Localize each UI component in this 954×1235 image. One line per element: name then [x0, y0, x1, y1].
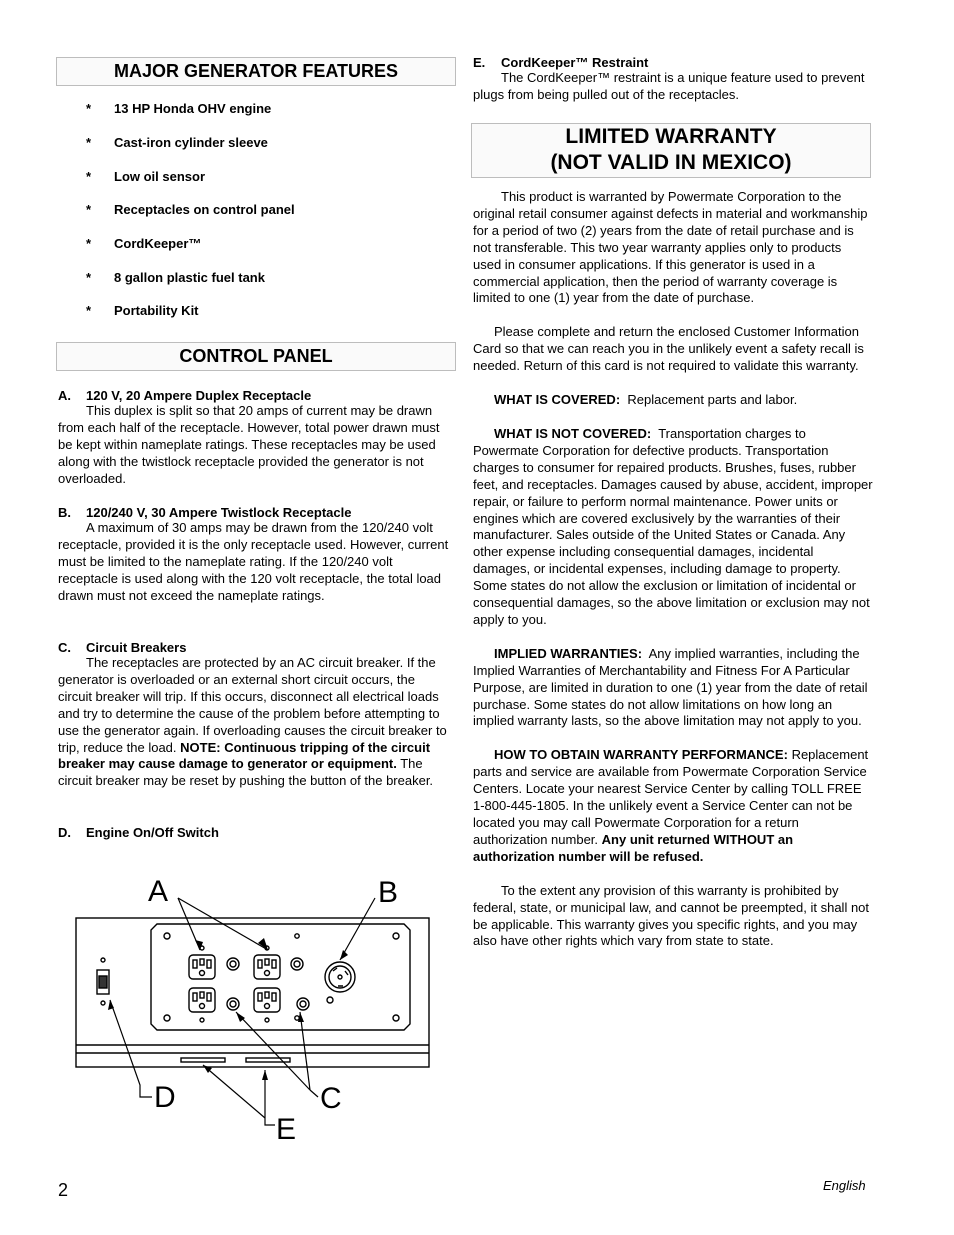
warranty-heading-line-2: (NOT VALID IN MEXICO) [550, 151, 792, 174]
section-c: C. Circuit Breakers The receptacles are protected by an AC circuit breaker. If the generator is overloaded or an external short circuit occurs, the circuit breaker will trip. If this occurs, disconnect all electrical loads and try to determine the cause of the problem before attempting to use the generator again. If overloading causes the circuit breaker to trip, reduce the load. NOTE: Continuous tripping of the circuit breaker may cause damage to generator or equipment. The circuit breaker may be reset by pushing the button of the breaker. [58, 640, 447, 789]
section-a-title: 120 V, 20 Ampere Duplex Receptacle [86, 388, 312, 403]
cordkeeper-slot [181, 1058, 225, 1062]
section-c-note: NOTE: Continuous tripping of the circuit breaker may cause damage to generator or equipment. [58, 739, 431, 772]
warranty-body [473, 189, 873, 950]
warranty-heading-line-1: LIMITED WARRANTY [565, 125, 777, 148]
circuit-breaker [291, 958, 303, 970]
duplex-receptacle [254, 946, 280, 979]
list-item: * Portability Kit [86, 303, 199, 318]
control-panel-heading: CONTROL PANEL [179, 346, 333, 366]
how-to-obtain: HOW TO OBTAIN WARRANTY PERFORMANCE: Replacement parts and service are available from Powermate Corporation Service Centers. Locate your nearest Service Center by calling TOLL FREE 1-800-445-1805. In the unlikely event a Service Center can not be located you may call Powermate Corporation for a return authorization number. Any unit returned WITHOUT an authorization number will be refused. [473, 747, 869, 864]
section-d: D. Engine On/Off Switch [58, 825, 219, 840]
section-b: B. 120/240 V, 30 Ampere Twistlock Receptacle A maximum of 30 amps may be drawn from the 120/240 volt receptacle, provided it is the only receptacle used. However, current must be limited to the nameplate rating. If the 120/240 volt receptacle is used along with the 120 volt receptacle, the total load drawn must not exceed the nameplate ratings. [58, 505, 449, 603]
what-is-not-covered: WHAT IS NOT COVERED: Transportation charges to Powermate Corporation for defective products. Transportation charges to consumer for repaired products. Brushes, fuses, rubber feet, and receptacles. Damages caused by abuse, accident, improper repair, or failure to perform normal maintenance. Power units or engines which are covered exclusively by the warranties of their manufacturer. Sales outside of the United States or Canada. Any other expense including consequential damages, incidental damages, or incidental expenses, including damage to property. Some states do not allow the exclusion or limitation of incidental or consequential damages, so the above limitation or exclusion may not apply to you. [473, 425, 873, 627]
what-is-covered: WHAT IS COVERED: Replacement parts and labor. [494, 392, 798, 408]
section-c-body-2: The circuit breaker may be reset by pushing the button of the breaker. [58, 756, 434, 789]
warranty-paragraph-last: To the extent any provision of this warranty is prohibited by federal, state, or municipal law, and cannot be preempted, it shall not be applicable. This warranty gives you specific rights, and you may also have other rights which vary from state to state. [473, 882, 870, 949]
section-e: E. CordKeeper™ Restraint The CordKeeper™ restraint is a unique feature used to prevent plugs from being pulled out of the receptacles. [473, 55, 865, 102]
circuit-breaker [227, 998, 239, 1010]
duplex-receptacle [189, 946, 215, 979]
section-b-title: 120/240 V, 30 Ampere Twistlock Receptacle [86, 505, 352, 520]
diagram-label-d: D [154, 1081, 176, 1114]
section-b-body: A maximum of 30 amps may be drawn from the 120/240 volt receptacle, provided it is the only receptacle used. However, current must be limited to the nameplate rating. If the 120/240 volt receptacle is used along with the 120 volt receptacle, the total load drawn must not exceed the nameplate ratings. [58, 520, 449, 603]
list-item: * 8 gallon plastic fuel tank [86, 270, 265, 285]
section-c-body: The receptacles are protected by an AC circuit breaker. If the generator is overloaded or an external short circuit occurs, the circuit breaker will trip. If this occurs, disconnect all electrical loads and try to determine the cause of the problem before attempting to use the generator again. If overloading causes the circuit breaker to trip, reduce the load. [58, 655, 447, 755]
list-item: * Receptacles on control panel [86, 202, 295, 217]
diagram-label-c: C [320, 1082, 342, 1115]
list-item: * Low oil sensor [86, 169, 206, 184]
features-heading: MAJOR GENERATOR FEATURES [113, 61, 399, 81]
section-a: A. 120 V, 20 Ampere Duplex Receptacle This duplex is split so that 20 amps of current may be drawn from each half of the receptacle. However, total power drawn must be kept within nameplate ratings. These receptacles may be used along with the twistlock receptacle provided the generator is not overloaded. [58, 388, 440, 486]
section-e-title: CordKeeper™ Restraint [501, 55, 649, 70]
list-item: * Cast-iron cylinder sleeve [86, 135, 268, 150]
diagram-label-b: B [378, 876, 399, 909]
warranty-heading-box [471, 123, 871, 178]
duplex-receptacle [254, 988, 280, 1022]
footer-language: English [823, 1178, 866, 1193]
section-e-body: The CordKeeper™ restraint is a unique feature used to prevent plugs from being pulled out of the receptacles. [473, 70, 865, 102]
warranty-paragraph-1: This product is warranted by Powermate Corporation to the original retail consumer against defects in material and workmanship for a period of two (2) years from the date of retail purchase and is not transferable. This two year warranty applies only to products used in consumer applications. If this generator is used in a commercial application, then the period of warranty coverage is limited to one (1) year from the date of purchase. [473, 189, 868, 306]
section-d-title: Engine On/Off Switch [86, 825, 219, 840]
section-c-title: Circuit Breakers [86, 640, 187, 655]
diagram-label-e: E [276, 1113, 297, 1146]
list-item: * CordKeeper™ [86, 236, 202, 251]
warranty-paragraph-2: Please complete and return the enclosed Customer Information Card so that we can reach you in the unlikely event a safety recall is needed. Return of this card is not required to validate this warranty. [473, 324, 864, 374]
implied-warranties: IMPLIED WARRANTIES: Any implied warranties, including the Implied Warranties of Merchantability and Fitness For A Particular Purpose, are limited in duration to one (1) year from the date of retail purchase. Some states do not allow limitations on how long an implied warranty lasts, so the above limitation may not apply to you. [473, 645, 868, 729]
twistlock-receptacle [325, 962, 355, 1003]
diagram-label-a: A [148, 875, 169, 908]
section-a-body: This duplex is split so that 20 amps of current may be drawn from each half of the receptacle. However, total power drawn must be kept within nameplate ratings. These receptacles may be used along with the twistlock receptacle provided the generator is not overloaded. [58, 403, 440, 486]
page-number: 2 [58, 1180, 69, 1200]
duplex-receptacle [189, 988, 215, 1022]
circuit-breaker [227, 958, 239, 970]
list-item: * 13 HP Honda OHV engine [86, 101, 272, 116]
circuit-breaker [297, 998, 309, 1010]
